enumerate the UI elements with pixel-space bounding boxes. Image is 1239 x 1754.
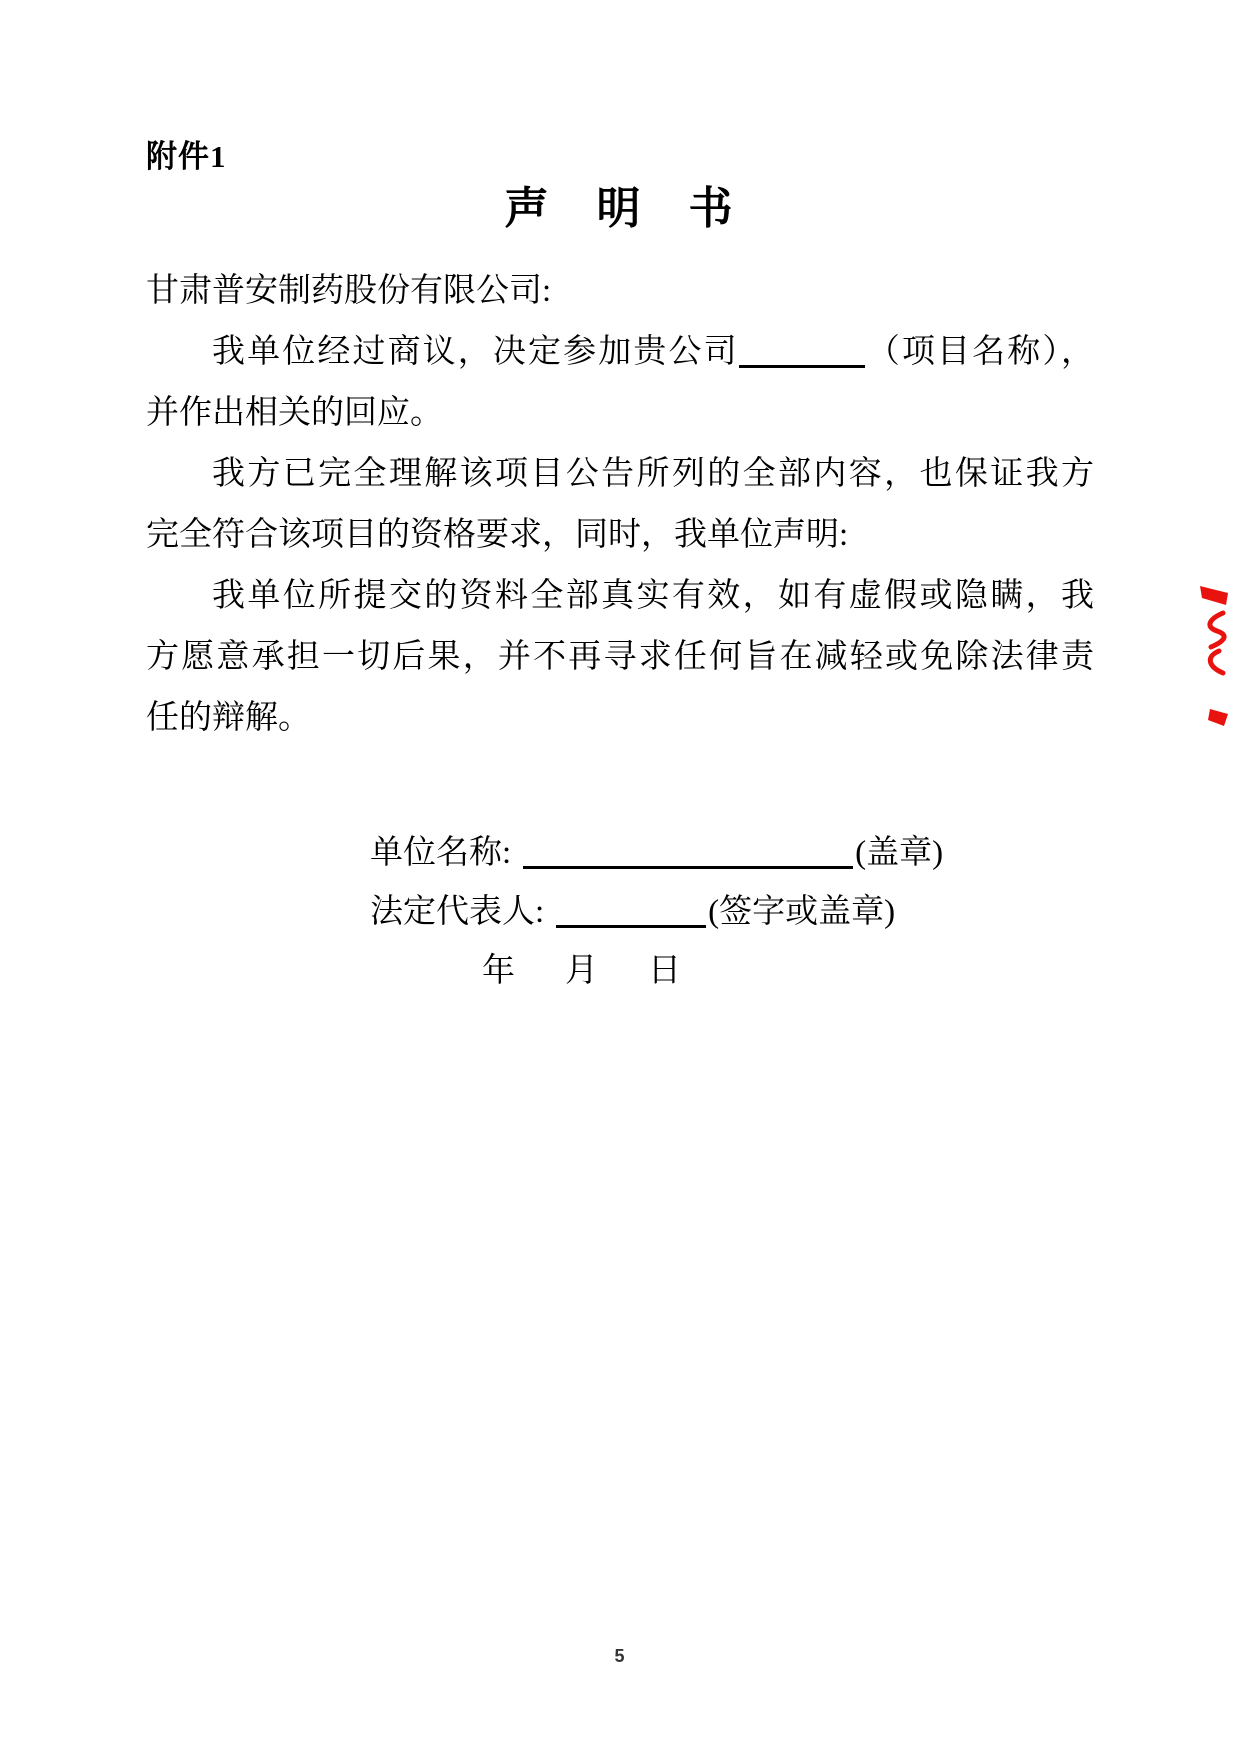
signature-block (370, 824, 943, 1001)
project-name-blank (739, 332, 865, 368)
attachment-label: 附件1 (146, 139, 227, 174)
unit-name-row (370, 824, 943, 883)
body-line-declare-2: 方愿意承担一切后果，并不再寻求任何旨在减轻或免除法律责 (146, 639, 1094, 675)
legal-rep-label: 法定代表人: (370, 894, 545, 930)
project-sentence-prefix: 我单位经过商议，决定参加贵公司 (212, 334, 739, 370)
page-number: 5 (614, 1646, 625, 1666)
body-line-understand-1: 我方已完全理解该项目公告所列的全部内容，也保证我方 (212, 456, 1094, 492)
date-line: 年月日 (482, 953, 731, 989)
body-line-response: 并作出相关的回应。 (146, 395, 443, 431)
body-line-declare-3: 任的辩解。 (146, 700, 311, 736)
unit-name-label: 单位名称: (370, 835, 512, 871)
salutation-line: 甘肃普安制药股份有限公司: (146, 273, 552, 309)
red-seal-fragment (1197, 583, 1233, 733)
project-sentence-suffix: （项目名称）， (864, 334, 1095, 370)
legal-rep-blank (556, 892, 706, 928)
unit-name-blank (523, 833, 853, 869)
body-text (146, 261, 1094, 749)
legal-rep-seal-hint: (签字或盖章) (708, 894, 896, 930)
body-line-understand-2: 完全符合该项目的资格要求，同时，我单位声明: (146, 517, 849, 553)
legal-rep-row (370, 883, 943, 942)
page-title: 声 明 书 (504, 184, 735, 233)
unit-seal-hint: (盖章) (855, 835, 944, 871)
body-line-project (146, 322, 1094, 383)
body-line-declare-1: 我单位所提交的资料全部真实有效，如有虚假或隐瞒，我 (212, 578, 1094, 614)
